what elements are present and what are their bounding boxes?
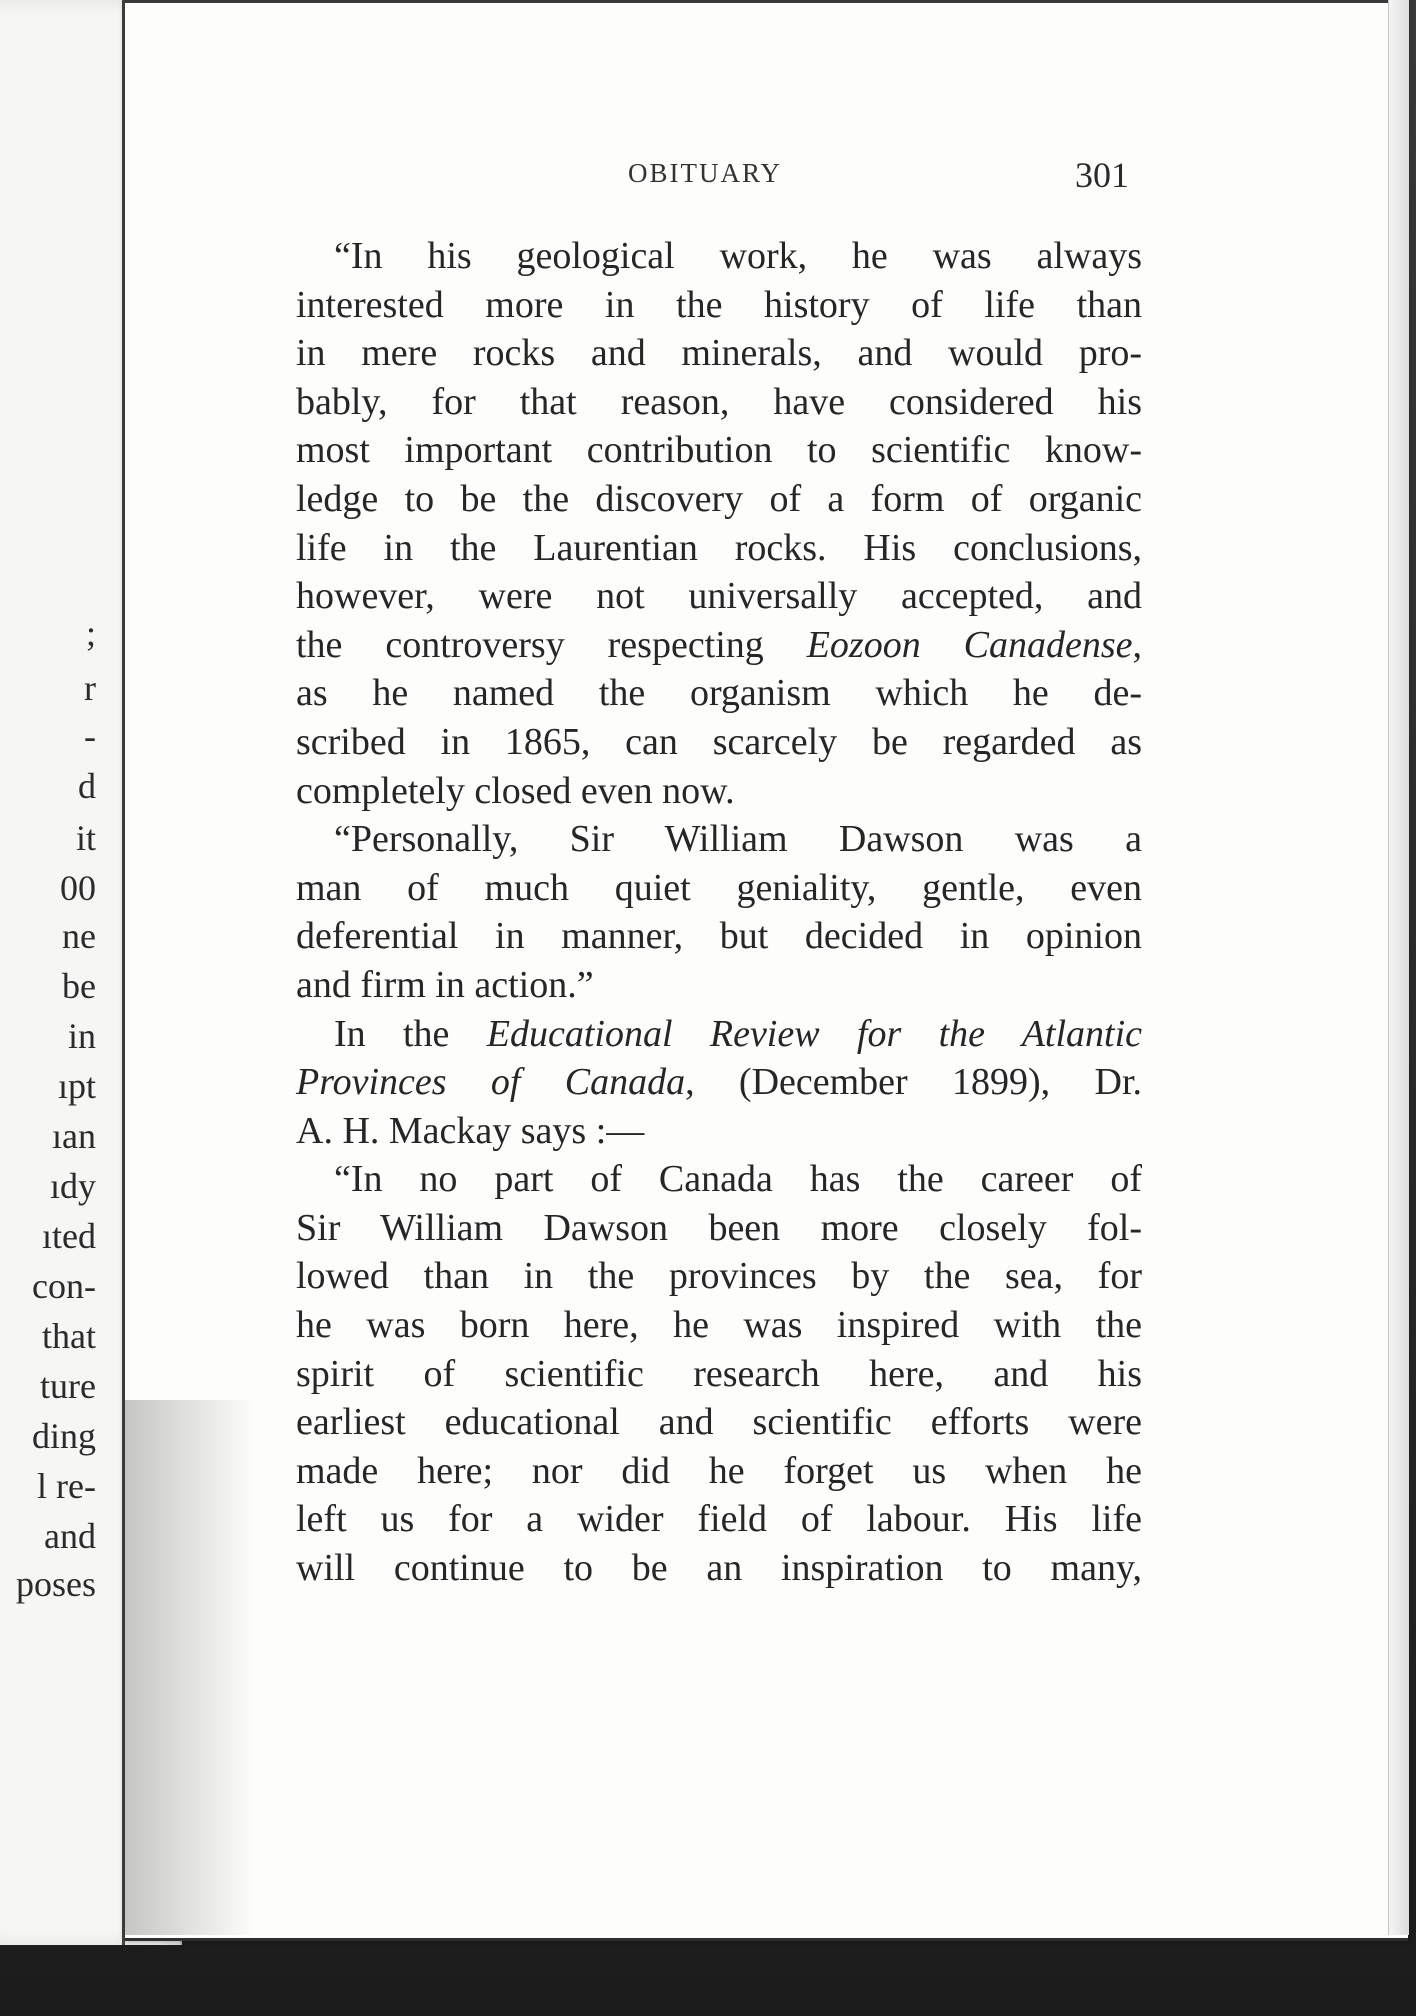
- text-line: [296, 475, 1142, 524]
- text-line: [296, 912, 1142, 961]
- italic-text: Eozoon Canadense: [806, 623, 1133, 666]
- left-page-fragment: ıdy: [49, 1166, 96, 1206]
- left-page-fragment: that: [42, 1316, 96, 1356]
- text-segment: lowed than in the provinces by the sea, for: [296, 1255, 1142, 1298]
- text-line: [296, 281, 1142, 330]
- gutter-shadow: [125, 1400, 255, 1935]
- italic-text: Provinces of Canada: [296, 1061, 686, 1104]
- left-page-fragment: ;: [85, 613, 96, 653]
- text-line: [296, 1495, 1142, 1544]
- text-segment: A. H. Mackay says :—: [296, 1109, 645, 1152]
- text-line: [296, 669, 1142, 718]
- paragraph: [296, 1155, 1142, 1592]
- text-segment: deferential in manner, but decided in opinion: [296, 915, 1142, 958]
- left-page-fragment: and: [44, 1516, 96, 1556]
- text-segment: interested more in the history of life than: [296, 283, 1142, 326]
- left-page-fragment: r: [84, 668, 96, 708]
- text-line: [296, 232, 1142, 281]
- page-number: 301: [1075, 155, 1129, 195]
- text-line: [296, 1544, 1142, 1593]
- left-page-fragment: it: [75, 818, 96, 858]
- text-line: [296, 621, 1142, 670]
- left-page-fragment: l re-: [37, 1466, 96, 1506]
- text-line: [296, 426, 1142, 475]
- text-segment: he was born here, he was inspired with the: [296, 1304, 1142, 1347]
- left-page-fragment: ıpt: [57, 1066, 96, 1106]
- text-line: [296, 718, 1142, 767]
- paragraph: [296, 815, 1142, 1009]
- text-line: [296, 815, 1142, 864]
- text-line: [296, 378, 1142, 427]
- text-segment: made here; nor did he forget us when he: [296, 1449, 1142, 1492]
- left-page-fragment: poses: [16, 1564, 96, 1604]
- left-page-fragment: ıted: [42, 1216, 96, 1256]
- text-line: [296, 1252, 1142, 1301]
- text-line: [296, 1058, 1142, 1107]
- text-segment: and firm in action.”: [296, 963, 594, 1006]
- page-edge-right: [1388, 0, 1409, 1935]
- left-page-fragment: 00: [60, 868, 96, 908]
- text-segment: “Personally, Sir William Dawson was a: [334, 818, 1142, 861]
- text-segment: completely closed even now.: [296, 769, 735, 812]
- text-line: [296, 961, 1142, 1010]
- text-segment: ,: [1132, 623, 1142, 666]
- text-segment: as he named the organism which he de-: [296, 672, 1142, 715]
- text-line: [296, 1107, 1142, 1156]
- text-segment: in mere rocks and minerals, and would pro-: [296, 332, 1142, 375]
- left-page-fragment: ture: [40, 1366, 96, 1406]
- text-line: [296, 329, 1142, 378]
- text-segment: earliest educational and scientific efforts were: [296, 1401, 1142, 1444]
- body-text: [296, 232, 1142, 1593]
- left-page-fragment: in: [67, 1016, 96, 1056]
- text-segment: scribed in 1865, can scarcely be regarded as: [296, 720, 1142, 763]
- left-page-fragment: d: [78, 766, 96, 806]
- text-segment: spirit of scientific research here, and his: [296, 1352, 1142, 1395]
- text-segment: In the: [334, 1012, 487, 1055]
- text-line: [296, 524, 1142, 573]
- text-line: [296, 1447, 1142, 1496]
- left-page-fragment: con-: [32, 1266, 96, 1306]
- left-page-fragment: ıan: [52, 1116, 96, 1156]
- text-segment: , (December 1899), Dr.: [685, 1061, 1142, 1104]
- text-segment: life in the Laurentian rocks. His conclusions,: [296, 526, 1142, 569]
- italic-text: Educational Review for the Atlantic: [486, 1012, 1142, 1055]
- text-line: [296, 572, 1142, 621]
- text-line: [296, 1155, 1142, 1204]
- text-line: [296, 1204, 1142, 1253]
- text-segment: bably, for that reason, have considered his: [296, 380, 1142, 423]
- text-line: [296, 864, 1142, 913]
- text-segment: ledge to be the discovery of a form of organic: [296, 477, 1142, 520]
- text-segment: “In no part of Canada has the career of: [334, 1158, 1142, 1201]
- text-segment: left us for a wider field of labour. His life: [296, 1498, 1142, 1541]
- text-line: [296, 1350, 1142, 1399]
- running-head: OBITUARY: [628, 158, 783, 188]
- left-page-fragment: ding: [31, 1416, 96, 1456]
- text-line: [296, 767, 1142, 816]
- text-segment: most important contribution to scientific know-: [296, 429, 1142, 472]
- left-page-fragment: ne: [62, 916, 96, 956]
- paragraph: [296, 232, 1142, 815]
- text-line: [296, 1398, 1142, 1447]
- paragraph: [296, 1010, 1142, 1156]
- text-segment: “In his geological work, he was always: [334, 235, 1142, 277]
- text-segment: will continue to be an inspiration to many,: [296, 1547, 1142, 1590]
- left-page-fragment: -: [84, 716, 96, 756]
- text-segment: the controversy respecting: [296, 623, 807, 666]
- text-segment: however, were not universally accepted, and: [296, 575, 1142, 618]
- text-line: [296, 1301, 1142, 1350]
- text-line: [296, 1010, 1142, 1059]
- text-segment: Sir William Dawson been more closely fol-: [296, 1206, 1142, 1249]
- text-segment: man of much quiet geniality, gentle, even: [296, 866, 1142, 909]
- left-page-fragment: be: [62, 966, 96, 1006]
